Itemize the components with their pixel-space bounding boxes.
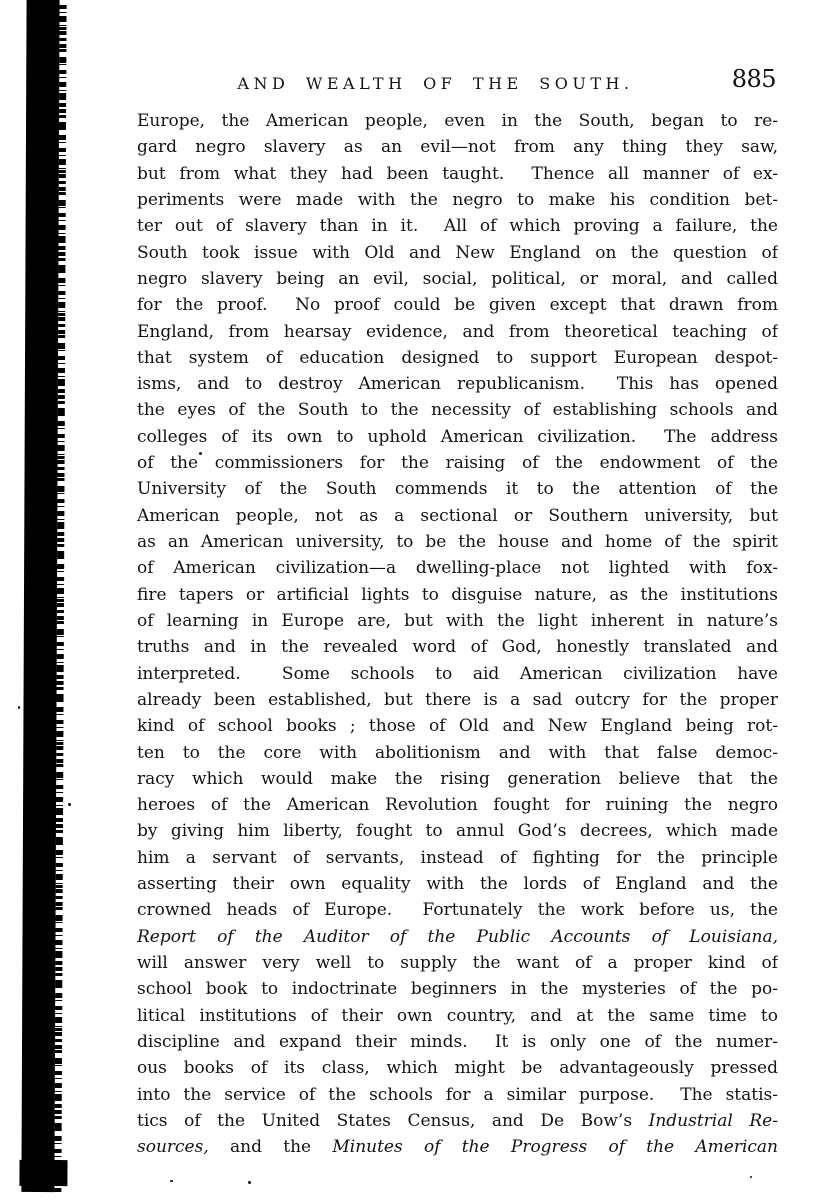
- text-line: [137, 845, 778, 871]
- text-line: [137, 661, 778, 687]
- text-segment: by giving him liberty, fought to annul God’s decrees, which made: [137, 821, 778, 842]
- text-segment: him a servant of servants, instead of fighting for the principle: [137, 847, 778, 868]
- text-segment: isms, and to destroy American republicanism. This has opened: [137, 374, 778, 395]
- text-line: [137, 476, 778, 502]
- scan-speck: [170, 1180, 173, 1182]
- text-segment: crowned heads of Europe. Fortunately the work before us, the: [137, 900, 778, 921]
- italic-text-segment: Minutes of the Progress of the American: [332, 1137, 778, 1158]
- italic-text-segment: Report of the Auditor of the Public Accounts of Louisiana,: [137, 926, 778, 947]
- text-line: [137, 1108, 778, 1134]
- text-segment: fire tapers or artificial lights to disguise nature, as the institutions: [137, 584, 778, 605]
- text-segment: litical institutions of their own country, and at the same time to: [137, 1005, 778, 1026]
- text-line: [137, 871, 778, 897]
- text-line: [137, 950, 778, 976]
- text-line: [137, 1003, 778, 1029]
- text-line: [137, 450, 778, 476]
- text-segment: discipline and expand their minds. It is only one of the numer-: [137, 1031, 778, 1052]
- text-line: [137, 161, 778, 187]
- text-line: [137, 134, 778, 160]
- running-title: AND WEALTH OF THE SOUTH.: [237, 74, 634, 93]
- text-line: [137, 1029, 778, 1055]
- text-line: [137, 924, 778, 950]
- text-line: [137, 713, 778, 739]
- text-line: [137, 319, 778, 345]
- text-segment: South took issue with Old and New England on the question of: [137, 242, 778, 263]
- text-segment: of the commissioners for the raising of the endowment of the: [137, 453, 778, 474]
- text-segment: school book to indoctrinate beginners in the mysteries of the po-: [137, 979, 778, 1000]
- text-segment: heroes of the American Revolution fought for ruining the negro: [137, 795, 778, 816]
- text-segment: of learning in Europe are, but with the light inherent in nature’s: [137, 610, 778, 631]
- text-segment: already been established, but there is a sad outcry for the proper: [137, 689, 778, 710]
- text-segment: University of the South commends it to the attention of the: [137, 479, 778, 500]
- text-line: [137, 687, 778, 713]
- text-segment: tics of the United States Census, and De Bow’s: [137, 1110, 649, 1131]
- text-segment: kind of school books ; those of Old and New England being rot-: [137, 716, 778, 737]
- italic-text-segment: Industrial Re-: [648, 1110, 778, 1131]
- text-segment: colleges of its own to uphold American civilization. The address: [137, 426, 778, 447]
- text-segment: truths and in the revealed word of God, honestly translated and: [137, 637, 778, 658]
- text-segment: into the service of the schools for a similar purpose. The statis-: [137, 1084, 778, 1105]
- text-segment: that system of education designed to support European despot-: [137, 347, 778, 368]
- text-segment: ous books of its class, which might be advantageously pressed: [137, 1058, 778, 1079]
- text-segment: negro slavery being an evil, social, political, or moral, and called: [137, 268, 778, 289]
- text-segment: ten to the core with abolitionism and with that false democ-: [137, 742, 778, 763]
- text-line: [137, 240, 778, 266]
- text-line: [137, 424, 778, 450]
- text-segment: the eyes of the South to the necessity of establishing schools and: [137, 400, 778, 421]
- scan-speck: [18, 706, 20, 709]
- text-line: [137, 266, 778, 292]
- text-line: [137, 1082, 778, 1108]
- text-line: [137, 1055, 778, 1081]
- text-segment: gard negro slavery as an evil—not from any thing they saw,: [137, 137, 778, 158]
- text-segment: asserting their own equality with the lords of England and the: [137, 874, 778, 895]
- text-line: [137, 555, 778, 581]
- text-line: [137, 187, 778, 213]
- page-header: [137, 64, 778, 108]
- text-line: [137, 345, 778, 371]
- text-segment: interpreted. Some schools to aid American civilization have: [137, 663, 778, 684]
- text-line: [137, 503, 778, 529]
- text-segment: Europe, the American people, even in the South, began to re-: [137, 111, 778, 131]
- text-line: [137, 1134, 778, 1160]
- text-segment: but from what they had been taught. Thence all manner of ex-: [137, 163, 778, 184]
- text-segment: and the: [208, 1137, 333, 1158]
- text-line: [137, 634, 778, 660]
- scan-speck: [248, 1181, 251, 1184]
- text-line: [137, 740, 778, 766]
- text-line: [137, 792, 778, 818]
- text-segment: ter out of slavery than in it. All of which proving a failure, the: [137, 216, 778, 237]
- text-segment: American people, not as a sectional or Southern university, but: [137, 505, 778, 526]
- text-line: [137, 397, 778, 423]
- text-line: [137, 529, 778, 555]
- text-segment: racy which would make the rising generation believe that the: [137, 768, 778, 789]
- body-text: [137, 108, 778, 1161]
- text-line: [137, 108, 778, 134]
- text-line: [137, 766, 778, 792]
- text-line: [137, 292, 778, 318]
- text-line: [137, 582, 778, 608]
- text-segment: for the proof. No proof could be given except that drawn from: [137, 295, 778, 316]
- text-line: [137, 976, 778, 1002]
- text-line: [137, 371, 778, 397]
- text-line: [137, 213, 778, 239]
- text-segment: of American civilization—a dwelling-place not lighted with fox-: [137, 558, 778, 579]
- text-line: [137, 818, 778, 844]
- text-line: [137, 897, 778, 923]
- scan-speck: [750, 1176, 752, 1178]
- scan-gutter-artifact: [21, 0, 59, 1192]
- scan-speck: [68, 803, 71, 806]
- text-line: [137, 608, 778, 634]
- page-number: 885: [731, 65, 776, 93]
- text-segment: as an American university, to be the house and home of the spirit: [137, 532, 778, 552]
- page-content: [137, 64, 778, 1161]
- text-segment: periments were made with the negro to make his condition bet-: [137, 189, 778, 210]
- italic-text-segment: sources,: [137, 1137, 209, 1158]
- text-segment: will answer very well to supply the want of a proper kind of: [137, 953, 778, 973]
- text-segment: England, from hearsay evidence, and from theoretical teaching of: [137, 321, 778, 342]
